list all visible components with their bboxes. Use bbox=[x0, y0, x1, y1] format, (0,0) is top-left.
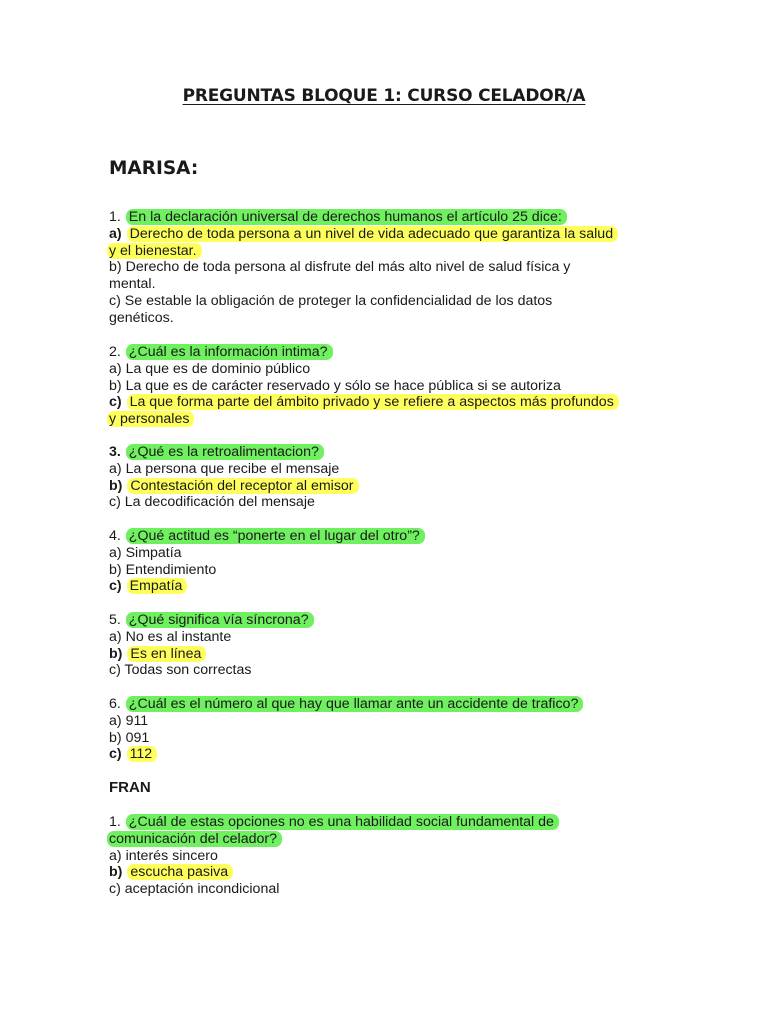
answer-option-correct: b) escucha pasiva bbox=[109, 864, 669, 881]
question-block bbox=[109, 612, 669, 679]
question-text: ¿Cuál de estas opciones no es una habilidad social fundamental de bbox=[126, 814, 559, 830]
question-block: 1. ¿Cuál de estas opciones no es una habilidad social fundamental de comunicación del celador? a) interés sincero b) escucha pasiva c) aceptación incondicional bbox=[109, 814, 669, 898]
answer-option: c) La decodificación del mensaje bbox=[109, 494, 315, 511]
question-text: ¿Qué es la retroalimentacion? bbox=[126, 444, 324, 460]
question-block bbox=[109, 444, 669, 511]
answer-option-correct: b) Contestación del receptor al emisor bbox=[109, 478, 669, 495]
section-heading-fran: FRAN bbox=[109, 779, 151, 796]
answer-option: b) Entendimiento bbox=[109, 561, 217, 578]
question-line: 1. En la declaración universal de derechos humanos el artículo 25 dice: bbox=[109, 209, 669, 226]
question-line: 6. ¿Cuál es el número al que hay que llamar ante un accidente de trafico? bbox=[109, 696, 669, 713]
answer-option: a) interés sincero bbox=[109, 847, 218, 864]
question-text: En la declaración universal de derechos humanos el artículo 25 dice: bbox=[126, 209, 567, 225]
question-line: 5. ¿Qué significa vía síncrona? bbox=[109, 612, 669, 629]
question-block bbox=[109, 528, 669, 595]
answer-option-correct: c) La que forma parte del ámbito privado y se refiere a aspectos más profundos bbox=[109, 394, 669, 411]
question-block: 2. ¿Cuál es la información intima? a) La que es de dominio público b) La que es de carácter reservado y sólo se hace pública si se autoriza c) La que forma parte del ámbito privado y se refiere a aspectos más profundos y personales bbox=[109, 344, 669, 428]
section-heading-marisa: MARISA: bbox=[109, 158, 199, 179]
document-title: PREGUNTAS BLOQUE 1: CURSO CELADOR/A bbox=[182, 86, 586, 106]
answer-option: c) aceptación incondicional bbox=[109, 881, 280, 898]
question-line: 4. ¿Qué actitud es “ponerte en el lugar del otro”? bbox=[109, 528, 669, 545]
answer-option: c) Todas son correctas bbox=[109, 662, 252, 679]
answer-option-correct: b) Es en línea bbox=[109, 646, 669, 663]
answer-option: c) Se estable la obligación de proteger la confidencialidad de los datos bbox=[109, 292, 553, 309]
answer-option: a) Simpatía bbox=[109, 544, 182, 561]
answer-option: b) Derecho de toda persona al disfrute del más alto nivel de salud física y bbox=[109, 259, 571, 276]
question-text: ¿Cuál es la información intima? bbox=[126, 344, 333, 360]
answer-option-correct: a) Derecho de toda persona a un nivel de vida adecuado que garantiza la salud bbox=[109, 226, 669, 243]
question-text: ¿Qué actitud es “ponerte en el lugar del otro”? bbox=[126, 528, 425, 544]
answer-option-correct: c) Empatía bbox=[109, 578, 669, 595]
answer-option: b) La que es de carácter reservado y sólo se hace pública si se autoriza bbox=[109, 377, 561, 394]
answer-option: a) La que es de dominio público bbox=[109, 360, 311, 377]
answer-option: a) No es al instante bbox=[109, 628, 232, 645]
question-block: 1. En la declaración universal de derechos humanos el artículo 25 dice: a) Derecho de toda persona a un nivel de vida adecuado que garantiza la salud y el bienestar. b) Derecho de toda persona al disfrute del más alto nivel de salud física y mental. c) Se estable la obligación de proteger la confidencialidad de los datos genéticos. bbox=[109, 209, 669, 327]
question-line: 1. ¿Cuál de estas opciones no es una habilidad social fundamental de bbox=[109, 814, 669, 831]
question-line: 3. ¿Qué es la retroalimentacion? bbox=[109, 444, 669, 461]
answer-option: b) 091 bbox=[109, 729, 150, 746]
answer-option: a) 911 bbox=[109, 712, 149, 729]
answer-option-correct: c) 112 bbox=[109, 746, 669, 763]
question-block bbox=[109, 696, 669, 763]
question-line: 2. ¿Cuál es la información intima? bbox=[109, 344, 669, 361]
question-text: ¿Qué significa vía síncrona? bbox=[126, 612, 314, 628]
answer-option: a) La persona que recibe el mensaje bbox=[109, 460, 340, 477]
question-text: ¿Cuál es el número al que hay que llamar ante un accidente de trafico? bbox=[126, 696, 584, 712]
